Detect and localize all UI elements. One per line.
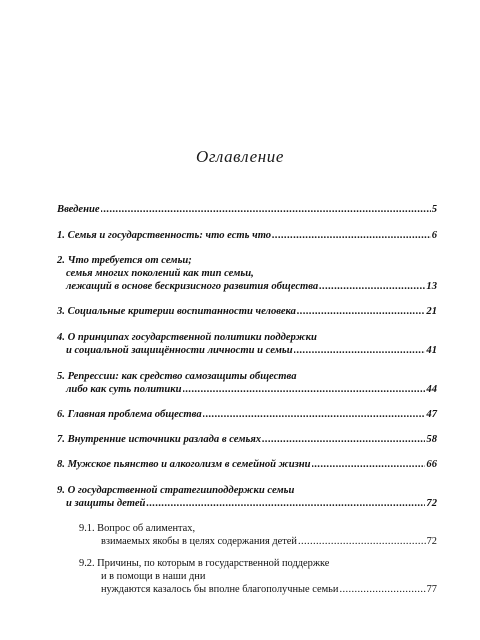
toc-entry-page-number: 72 <box>426 536 437 547</box>
toc-entry-title: взимаемых якобы в целях содержания детей <box>101 536 297 547</box>
toc-entry-title: и защиты детей <box>66 498 146 509</box>
toc-entry-chapter-1[interactable] <box>57 229 437 242</box>
dot-leader <box>339 583 425 596</box>
toc-entry-title: лежащий в основе бескризисного развития общества <box>66 281 319 292</box>
toc-entry-title: нуждаются казалось бы вполне благополучные семьи <box>101 584 339 595</box>
toc-entry-section-9-2[interactable] <box>79 557 437 596</box>
dot-leader <box>101 203 431 216</box>
toc-entry-chapter-5[interactable] <box>57 370 437 396</box>
toc-entry-page-number: 77 <box>426 584 437 595</box>
toc-entry-line: семья многих поколений как тип семьи, <box>66 268 254 279</box>
toc-entry-page-number: 5 <box>431 204 437 215</box>
toc-entry-line: 2. Что требуется от семьи; <box>57 255 192 266</box>
toc-entry-chapter-4[interactable] <box>57 331 437 357</box>
toc-entry-line: 9.2. Причины, по которым в государственной поддержке <box>79 558 330 569</box>
toc-entry-page-number: 21 <box>426 306 437 317</box>
toc-entry-chapter-7[interactable] <box>57 433 437 446</box>
dot-leader <box>272 229 431 242</box>
dot-leader <box>298 535 426 548</box>
toc-entry-chapter-2[interactable] <box>57 254 437 293</box>
toc-entry-line: 9. О государственной стратегииподдержки семьи <box>57 485 295 496</box>
toc-entry-page-number: 58 <box>426 434 437 445</box>
toc-entry-chapter-8[interactable] <box>57 458 437 471</box>
toc-entry-line: и в помощи в наши дни <box>101 571 206 582</box>
toc-entry-line: 9.1. Вопрос об алиментах, <box>79 523 196 534</box>
dot-leader <box>319 280 425 293</box>
toc-entry-title: и социальной защищённости личности и семьи <box>66 345 293 356</box>
dot-leader <box>146 497 425 510</box>
toc-entry-chapter-6[interactable] <box>57 408 437 421</box>
toc-entry-page-number: 66 <box>426 459 437 470</box>
dot-leader <box>203 408 426 421</box>
toc-entry-title: Введение <box>57 204 100 215</box>
toc-entry-page-number: 6 <box>431 230 437 241</box>
dot-leader <box>312 458 426 471</box>
toc-entry-page-number: 13 <box>426 281 437 292</box>
toc-entry-page-number: 41 <box>426 345 437 356</box>
toc-entry-page-number: 47 <box>426 409 437 420</box>
dot-leader <box>262 433 425 446</box>
toc-title: Оглавление <box>195 147 285 166</box>
dot-leader <box>183 383 426 396</box>
dot-leader <box>294 344 426 357</box>
toc-entry-chapter-9[interactable] <box>57 484 437 510</box>
dot-leader <box>297 305 425 318</box>
toc-entry-title: 8. Мужское пьянство и алкоголизм в семейной жизни <box>57 459 311 470</box>
toc-entry-title: 7. Внутренние источники разлада в семьях <box>57 434 262 445</box>
toc-entry-page-number: 44 <box>426 384 437 395</box>
toc-entry-title: 1. Семья и государственность: что есть что <box>57 230 272 241</box>
toc-entry-line: 5. Репрессии: как средство самозащиты общества <box>57 371 297 382</box>
toc-entry-section-9-1[interactable] <box>79 522 437 548</box>
toc-entry-title: 3. Социальные критерии воспитанности человека <box>57 306 296 317</box>
toc-entry-title: 6. Главная проблема общества <box>57 409 202 420</box>
toc-entry-line: 4. О принципах государственной политики поддержки <box>57 332 317 343</box>
toc-entry-page-number: 72 <box>426 498 437 509</box>
toc-entry-chapter-3[interactable] <box>57 305 437 318</box>
toc-entry-title: либо как суть политики <box>66 384 182 395</box>
toc-entry-introduction[interactable] <box>57 203 437 216</box>
